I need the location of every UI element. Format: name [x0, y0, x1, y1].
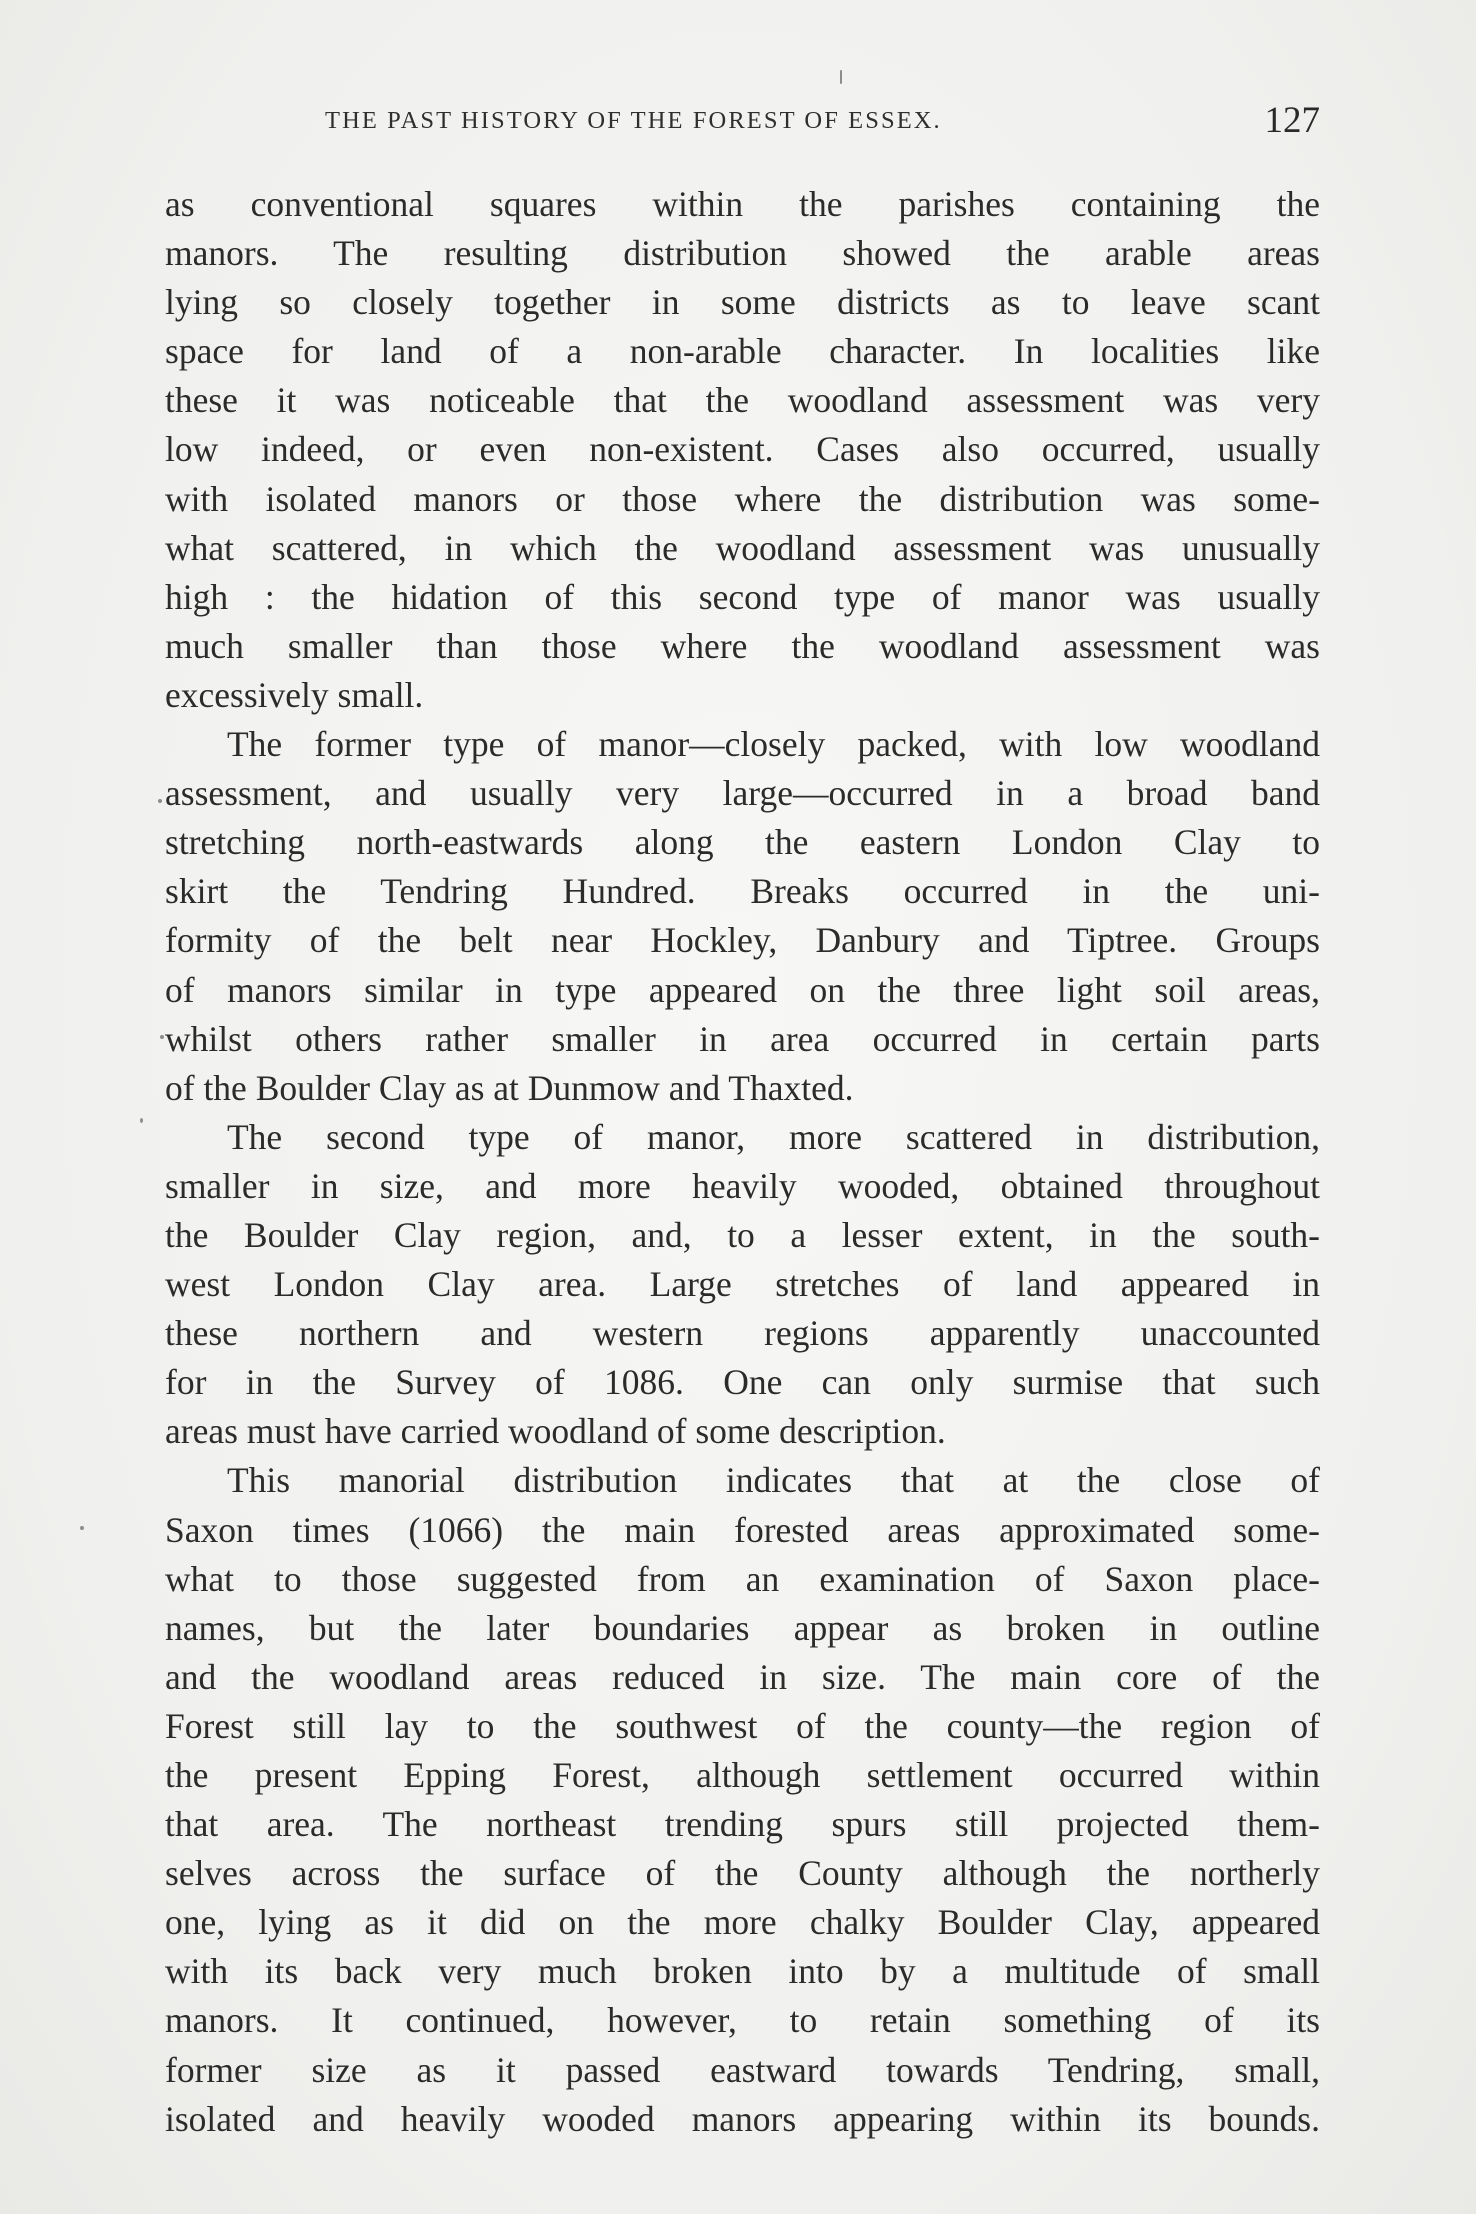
- scan-speck: [158, 799, 162, 803]
- text-line: selves across the surface of the County although the northerly: [165, 1853, 1320, 1894]
- text-line: low indeed, or even non-existent. Cases also occurred, usually: [165, 429, 1320, 470]
- text-line: much smaller than those where the woodland assessment was: [165, 625, 1320, 666]
- text-line: for in the Survey of 1086. One can only surmise that such: [165, 1362, 1320, 1403]
- text-line: The second type of manor, more scattered in distribution,: [227, 1116, 1320, 1157]
- text-line: that area. The northeast trending spurs still projected them-: [165, 1804, 1320, 1845]
- text-line: assessment, and usually very large—occurred in a broad band: [165, 773, 1320, 814]
- scan-speck: [80, 1526, 84, 1530]
- text-line: This manorial distribution indicates that at the close of: [227, 1460, 1320, 1501]
- paragraph-1: [165, 180, 1320, 720]
- text-line: stretching north-eastwards along the eastern London Clay to: [165, 822, 1320, 863]
- text-line: The former type of manor—closely packed, with low woodland: [227, 724, 1320, 765]
- text-line: names, but the later boundaries appear as broken in outline: [165, 1607, 1320, 1648]
- text-line: with isolated manors or those where the distribution was some-: [165, 478, 1320, 519]
- running-title: THE PAST HISTORY OF THE FOREST OF ESSEX.: [325, 107, 942, 134]
- paragraph-4: [165, 1456, 1320, 2143]
- text-line: areas must have carried woodland of some description.: [165, 1411, 946, 1452]
- text-line: west London Clay area. Large stretches of land appeared in: [165, 1264, 1320, 1305]
- text-line: and the woodland areas reduced in size. The main core of the: [165, 1656, 1320, 1697]
- paragraph-2: [165, 720, 1320, 1113]
- text-line: Saxon times (1066) the main forested areas approximated some-: [165, 1509, 1320, 1550]
- text-line: isolated and heavily wooded manors appearing within its bounds.: [165, 2098, 1320, 2139]
- scan-speck: [160, 1035, 164, 1039]
- text-line: former size as it passed eastward towards Tendring, small,: [165, 2049, 1320, 2090]
- text-line: the Boulder Clay region, and, to a lesser extent, in the south-: [165, 1214, 1320, 1255]
- text-line: space for land of a non-arable character. In localities like: [165, 331, 1320, 372]
- text-line: smaller in size, and more heavily wooded, obtained throughout: [165, 1165, 1320, 1206]
- text-line: what scattered, in which the woodland assessment was unusually: [165, 527, 1320, 568]
- text-line: high : the hidation of this second type of manor was usually: [165, 576, 1320, 617]
- text-line: these northern and western regions apparently unaccounted: [165, 1313, 1320, 1354]
- text-line: of the Boulder Clay as at Dunmow and Thaxted.: [165, 1067, 854, 1108]
- text-line: these it was noticeable that the woodland assessment was very: [165, 380, 1320, 421]
- text-line: of manors similar in type appeared on the three light soil areas,: [165, 969, 1320, 1010]
- text-line: formity of the belt near Hockley, Danbury and Tiptree. Groups: [165, 920, 1320, 961]
- page-number: 127: [1264, 100, 1320, 141]
- text-line: manors. It continued, however, to retain something of its: [165, 2000, 1320, 2041]
- text-line: one, lying as it did on the more chalky Boulder Clay, appeared: [165, 1902, 1320, 1943]
- text-line: whilst others rather smaller in area occurred in certain parts: [165, 1018, 1320, 1059]
- text-line: with its back very much broken into by a multitude of small: [165, 1951, 1320, 1992]
- text-line: lying so closely together in some districts as to leave scant: [165, 282, 1320, 323]
- text-line: the present Epping Forest, although settlement occurred within: [165, 1755, 1320, 1795]
- text-line: manors. The resulting distribution showed the arable areas: [165, 233, 1320, 274]
- scan-speck: [140, 1118, 143, 1123]
- scan-speck: [840, 70, 842, 84]
- text-line: excessively small.: [165, 674, 424, 715]
- text-line: Forest still lay to the southwest of the county—the region of: [165, 1705, 1320, 1746]
- text-line: skirt the Tendring Hundred. Breaks occurred in the uni-: [165, 871, 1320, 912]
- running-head: [165, 100, 1320, 143]
- body-text: [165, 180, 1320, 2144]
- paragraph-3: [165, 1113, 1320, 1457]
- text-line: as conventional squares within the parishes containing the: [165, 184, 1320, 224]
- text-line: what to those suggested from an examination of Saxon place-: [165, 1558, 1320, 1599]
